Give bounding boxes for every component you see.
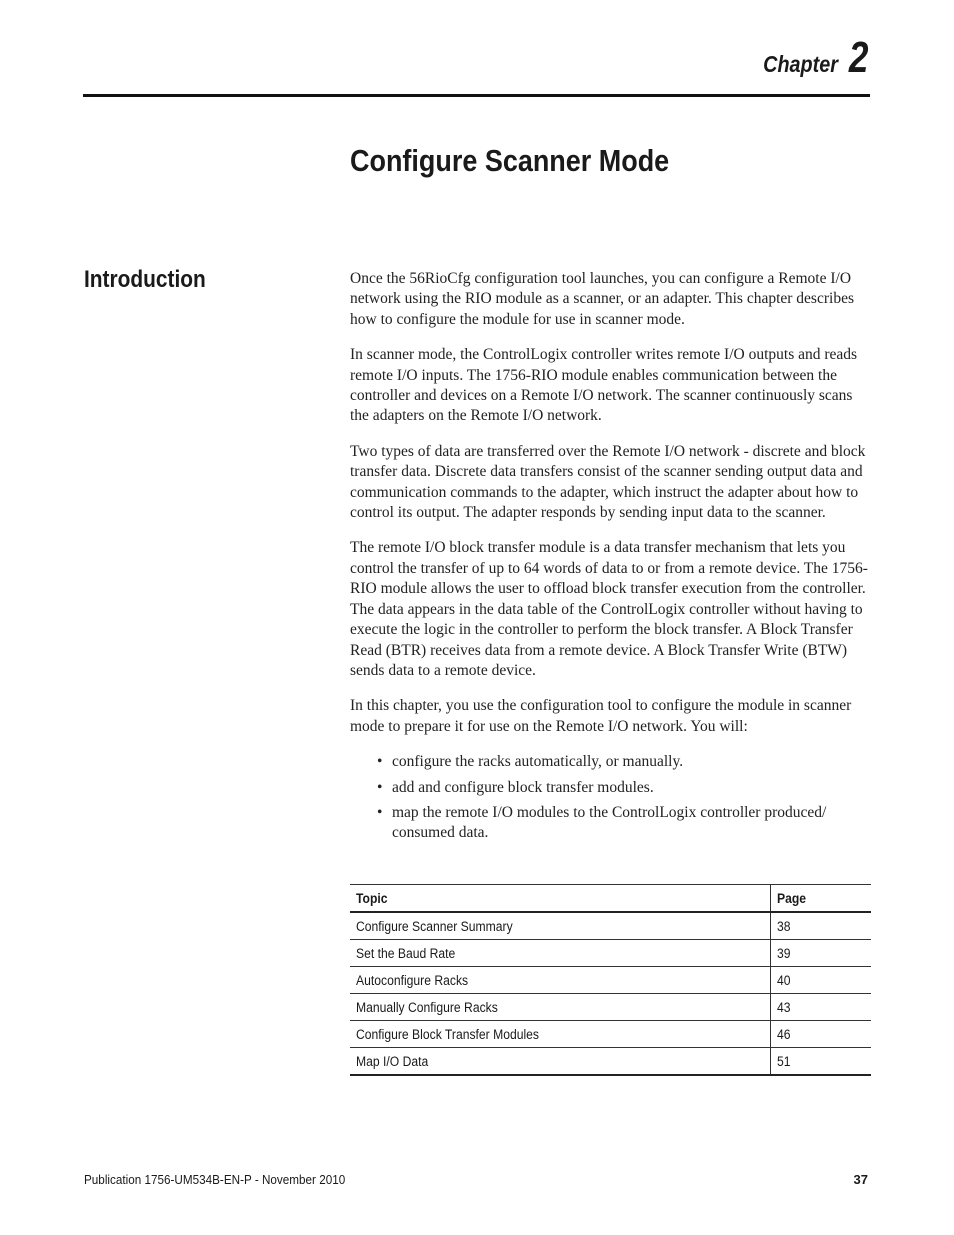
chapter-number: 2 [848, 33, 868, 82]
topic-cell: Configure Block Transfer Modules [350, 1021, 771, 1048]
table-row [350, 994, 871, 1021]
list-item-text: map the remote I/O modules to the ControlLogix controller produced/ consumed data. [392, 803, 827, 842]
column-header-topic: Topic [350, 885, 771, 913]
page-cell: 51 [771, 1048, 872, 1076]
list-item-text: add and configure block transfer modules. [392, 778, 654, 796]
footer-page-number: 37 [853, 1172, 868, 1187]
table-row [350, 1021, 871, 1048]
topic-cell: Map I/O Data [350, 1048, 771, 1076]
table-row [350, 940, 871, 967]
paragraph: In scanner mode, the ControlLogix controller writes remote I/O outputs and reads remote I/O inputs. The 1756-RIO module enables communication between the controller and devices on a Remote I/O network. The scanner continuously scans the adapters on the Remote I/O network. [350, 346, 858, 425]
table-header-row [350, 885, 871, 913]
bullet-list [350, 752, 872, 844]
header-rule [83, 94, 870, 97]
page-cell: 43 [771, 994, 872, 1021]
paragraph: Once the 56RioCfg configuration tool launches, you can configure a Remote I/O network using the RIO module as a scanner, or an adapter. This chapter describes how to configure the module for use in scanner mode. [350, 270, 854, 328]
table-row [350, 1048, 871, 1076]
list-item [350, 752, 872, 772]
paragraph: In this chapter, you use the configuration tool to configure the module in scanner mode to prepare it for use on the Remote I/O network. You will: [350, 697, 852, 735]
page-cell: 46 [771, 1021, 872, 1048]
page-title: Configure Scanner Mode [350, 143, 670, 178]
table-row [350, 912, 871, 940]
topic-table [350, 884, 871, 1076]
topic-cell: Configure Scanner Summary [350, 912, 771, 940]
column-header-page: Page [771, 885, 872, 913]
chapter-label: Chapter [762, 51, 838, 77]
bullet-icon: • [377, 753, 383, 771]
topic-cell: Manually Configure Racks [350, 994, 771, 1021]
list-item [350, 778, 872, 798]
page-cell: 38 [771, 912, 872, 940]
section-body [350, 269, 872, 849]
table-row [350, 967, 871, 994]
topic-cell: Autoconfigure Racks [350, 967, 771, 994]
paragraph: The remote I/O block transfer module is a data transfer mechanism that lets you control the transfer of up to 64 words of data to or from a remote device. The 1756-RIO module allows the user to offload block transfer execution from the controller. The data appears in the data table of the ControlLogix controller without having to execute the logic in the controller to perform the block transfer. A Block Transfer Read (BTR) receives data from a remote device. A Block Transfer Write (BTW) sends data to a remote device. [350, 539, 868, 679]
topic-cell: Set the Baud Rate [350, 940, 771, 967]
footer-publication: Publication 1756-UM534B-EN-P - November 2010 [84, 1172, 346, 1187]
list-item [350, 803, 872, 844]
page-cell: 40 [771, 967, 872, 994]
list-item-text: configure the racks automatically, or manually. [392, 753, 684, 771]
bullet-icon: • [377, 778, 383, 796]
bullet-icon: • [377, 803, 383, 821]
paragraph: Two types of data are transferred over the Remote I/O network - discrete and block transfer data. Discrete data transfers consist of the scanner sending output data and communication commands to the adapter, which instruct the adapter about how to control its output. The adapter responds by sending input data to the scanner. [350, 442, 866, 522]
page-cell: 39 [771, 940, 872, 967]
section-heading: Introduction [84, 266, 206, 293]
chapter-heading [751, 33, 868, 84]
